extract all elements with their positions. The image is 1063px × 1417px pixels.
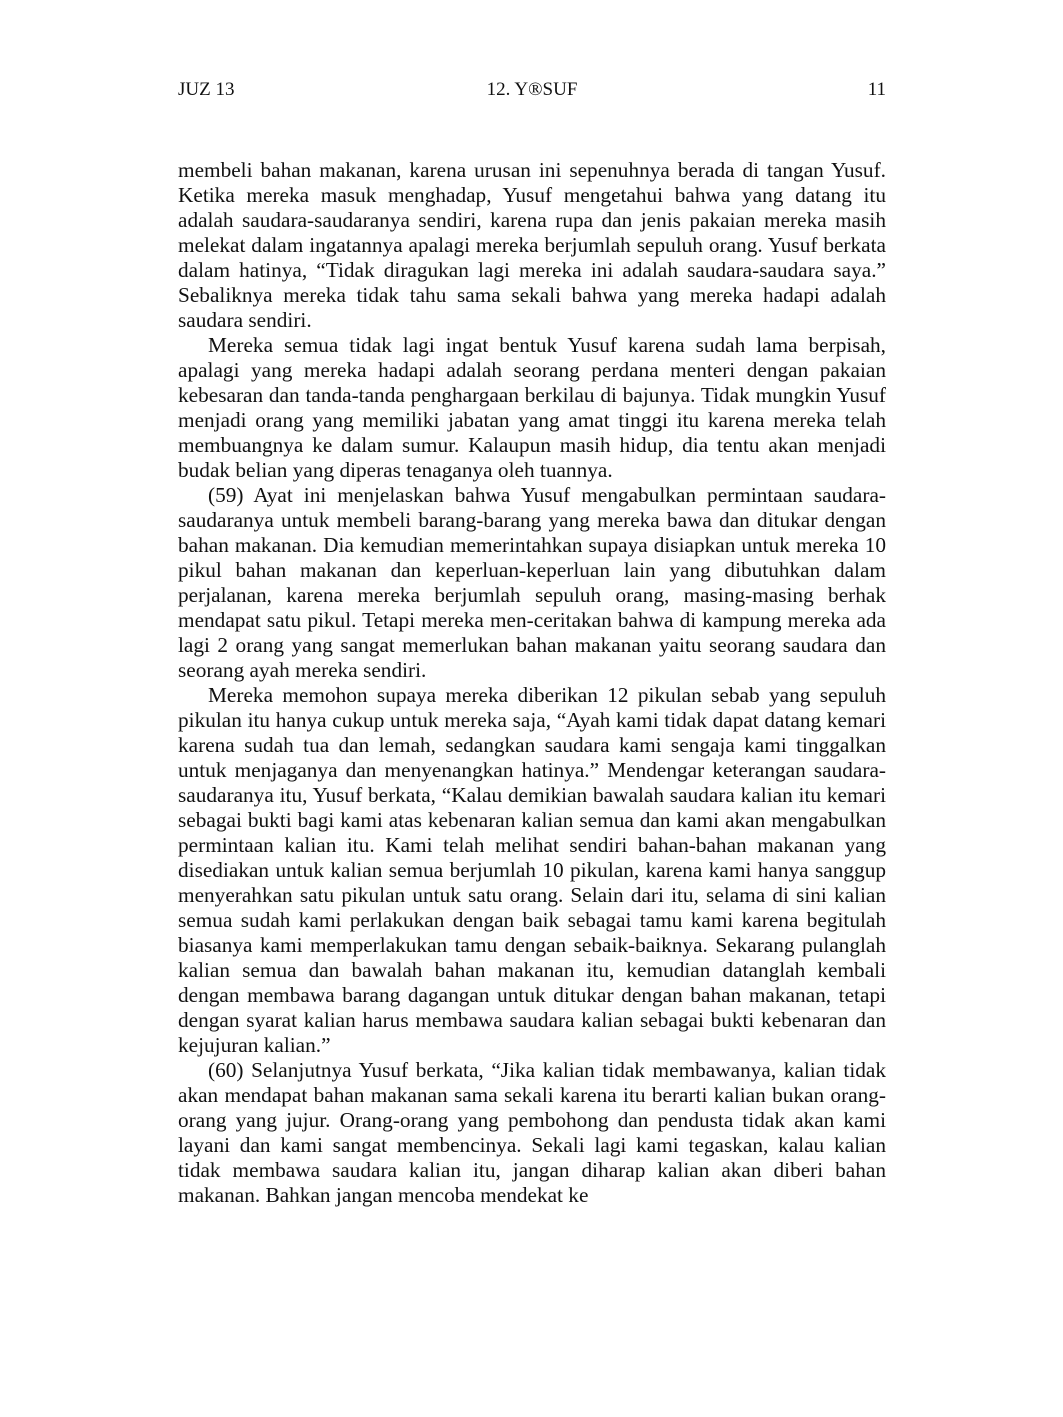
- juz-label: JUZ 13: [178, 79, 235, 100]
- paragraph-verse-60: (60) Selanjutnya Yusuf berkata, “Jika kalian tidak membawanya, kalian tidak akan mendapat bahan makanan sama sekali karena itu berarti kalian bukan orang-orang yang jujur. Orang-orang yang pembohong dan pendusta tidak akan kami layani dan kami sangat membencinya. Sekali lagi kami tegaskan, kalau kalian tidak membawa saudara kalian itu, jangan diharap kalian akan diberi bahan makanan. Bahkan jangan mencoba mendekat ke: [178, 1058, 886, 1207]
- running-header: [178, 76, 886, 104]
- paragraph: Mereka semua tidak lagi ingat bentuk Yusuf karena sudah lama berpisah, apalagi yang mereka hadapi adalah seorang perdana menteri dengan pakaian kebesaran dan tanda-tanda penghargaan berkilau di bajunya. Tidak mungkin Yusuf menjadi orang yang memiliki jabatan yang amat tinggi itu karena mereka telah membuangnya ke dalam sumur. Kalaupun masih hidup, dia tentu akan menjadi budak belian yang diperas tenaganya oleh tuannya.: [178, 333, 886, 482]
- paragraph: Mereka memohon supaya mereka diberikan 12 pikulan sebab yang sepuluh pikulan itu hanya cukup untuk mereka saja, “Ayah kami tidak dapat datang kemari karena sudah tua dan lemah, sedangkan saudara kami sengaja kami tinggalkan untuk menjaganya dan menyenangkan hatinya.” Mendengar keterangan saudara-saudaranya itu, Yusuf berkata, “Kalau demikian bawalah saudara kalian itu kemari sebagai bukti bagi kami atas kebenaran kalian semua dan kami akan mengabulkan permintaan kalian itu. Kami telah melihat sendiri bahan-bahan makanan yang disediakan untuk kalian semua berjumlah 10 pikulan, karena kami hanya sanggup menyerahkan satu pikulan untuk satu orang. Selain dari itu, selama di sini kalian semua sudah kami perlakukan dengan baik sebagai tamu kami karena begitulah biasanya kami memperlakukan tamu dengan sebaik-baiknya. Sekarang pulanglah kalian semua dan bawalah bahan makanan itu, kemudian datanglah kembali dengan membawa barang dagangan untuk ditukar dengan bahan makanan, tetapi dengan syarat kalian harus membawa saudara kalian sebagai bukti kebenaran dan kejujuran kalian.”: [178, 683, 886, 1057]
- paragraph-continuation: membeli bahan makanan, karena urusan ini sepenuhnya berada di tangan Yusuf. Ketika mereka masuk menghadap, Yusuf mengetahui bahwa yang datang itu adalah saudara-saudaranya sendiri, karena rupa dan jenis pakaian mereka masih melekat dalam ingatannya apalagi mereka berjumlah sepuluh orang. Yusuf berkata dalam hatinya, “Tidak diragukan lagi mereka ini adalah saudara-saudara saya.” Sebaliknya mereka tidak tahu sama sekali bahwa yang mereka hadapi adalah saudara sendiri.: [178, 158, 886, 332]
- surah-title: 12. Y®SUF: [486, 79, 578, 100]
- body-text: [178, 158, 886, 1208]
- page-number: 11: [867, 79, 886, 100]
- paragraph-verse-59: (59) Ayat ini menjelaskan bahwa Yusuf mengabulkan permintaan saudara-saudaranya untuk membeli barang-barang yang mereka bawa dan ditukar dengan bahan makanan. Dia kemudian memerintahkan supaya disiapkan untuk mereka 10 pikul bahan makanan dan keperluan-keperluan lain yang dibutuhkan dalam perjalanan, karena mereka berjumlah sepuluh orang, masing-masing berhak mendapat satu pikul. Tetapi mereka men-ceritakan bahwa di kampung mereka ada lagi 2 orang yang sangat memerlukan bahan makanan yaitu seorang saudara dan seorang ayah mereka sendiri.: [178, 483, 886, 682]
